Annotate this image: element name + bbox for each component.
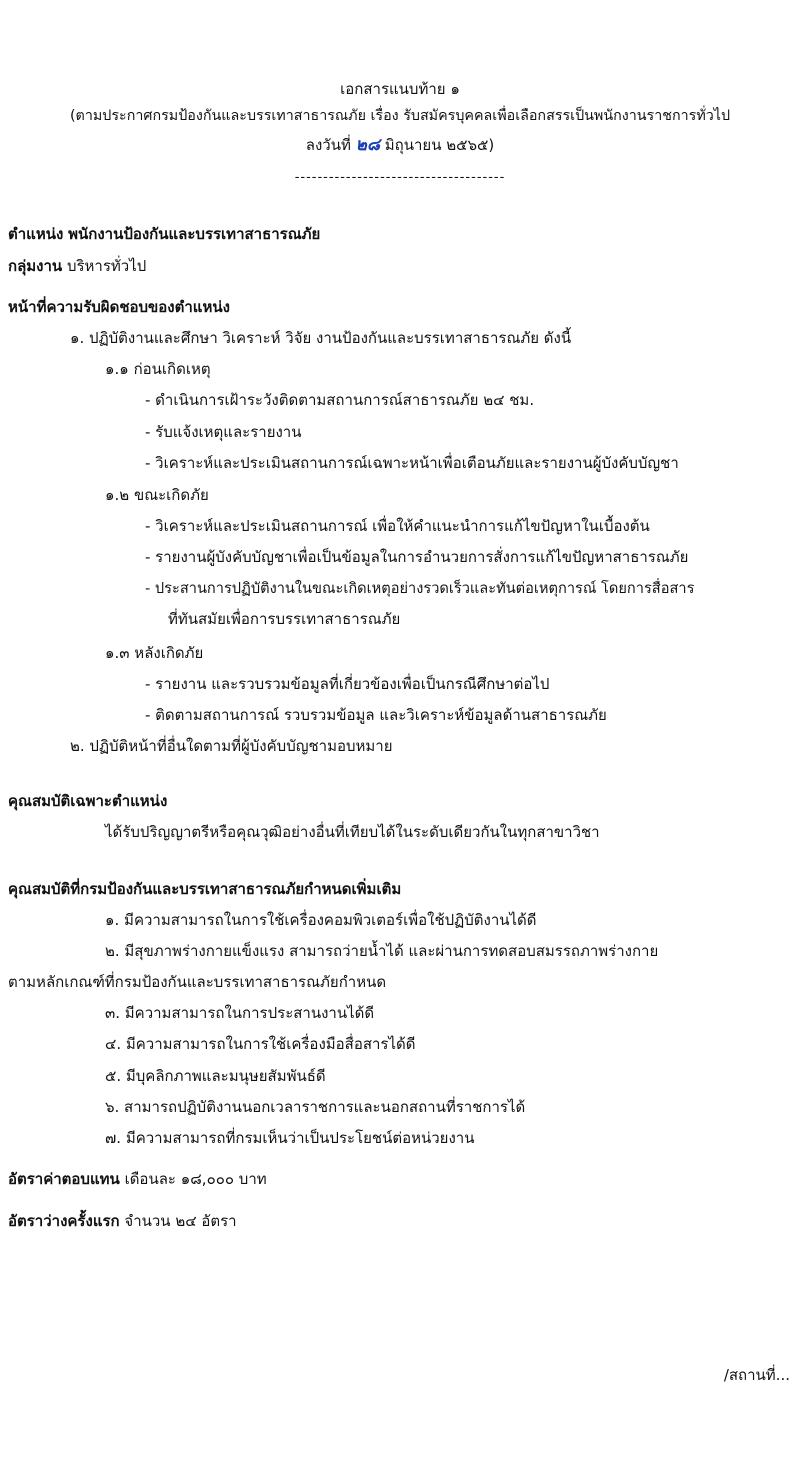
group-value: บริหารทั่วไป xyxy=(66,257,147,275)
compensation-label: อัตราค่าตอบแทน xyxy=(8,1170,120,1188)
duty-item-1: ๑. ปฏิบัติงานและศึกษา วิเคราะห์ วิจัย งานป้องกันและบรรเทาสาธารณภัย ดังนี้ xyxy=(70,329,572,347)
duty-subheading-during: ๑.๒ ขณะเกิดภัย xyxy=(105,486,209,504)
vacancy-value: จำนวน ๒๔ อัตรา xyxy=(124,1212,237,1230)
duty-item-2: ๒. ปฏิบัติหน้าที่อื่นใดตามที่ผู้บังคับบัญชามอบหมาย xyxy=(70,737,393,755)
additional-item-7: ๗. มีความสามารถที่กรมเห็นว่าเป็นประโยชน์ต่อหน่วยงาน xyxy=(105,1129,475,1147)
duty-before-item: - วิเคราะห์และประเมินสถานการณ์เฉพาะหน้าเพื่อเตือนภัยและรายงานผู้บังคับบัญชา xyxy=(145,454,679,472)
duty-after-item: - รายงาน และรวบรวมข้อมูลที่เกี่ยวข้องเพื่อเป็นกรณีศึกษาต่อไป xyxy=(145,675,550,693)
additional-item-2: ๒. มีสุขภาพร่างกายแข็งแรง สามารถว่ายน้ำได้ และผ่านการทดสอบสมรรถภาพร่างกาย xyxy=(105,942,659,960)
duty-during-item: - ประสานการปฏิบัติงานในขณะเกิดเหตุอย่างรวดเร็วและทันต่อเหตุการณ์ โดยการสื่อสาร xyxy=(145,580,695,597)
duty-subheading-before: ๑.๑ ก่อนเกิดเหตุ xyxy=(105,360,211,378)
duty-during-item: - รายงานผู้บังคับบัญชาเพื่อเป็นข้อมูลในการอำนวยการสั่งการแก้ไขปัญหาสาธารณภัย xyxy=(145,548,689,566)
compensation-value: เดือนละ ๑๘,๐๐๐ บาท xyxy=(124,1170,267,1188)
position-value: พนักงานป้องกันและบรรเทาสาธารณภัย xyxy=(68,225,321,243)
document-subtitle: (ตามประกาศกรมป้องกันและบรรเทาสาธารณภัย เรื่อง รับสมัครบุคคลเพื่อเลือกสรรเป็นพนักงานราชการทั่วไป xyxy=(69,108,731,124)
date-day-handwritten: ๒๘ xyxy=(355,135,380,155)
additional-item-1: ๑. มีความสามารถในการใช้เครื่องคอมพิวเตอร์เพื่อใช้ปฏิบัติงานได้ดี xyxy=(105,911,537,929)
additional-item-5: ๕. มีบุคลิกภาพและมนุษยสัมพันธ์ดี xyxy=(105,1067,326,1085)
duty-subheading-after: ๑.๓ หลังเกิดภัย xyxy=(105,644,204,662)
date-rest: มิถุนายน ๒๕๖๕) xyxy=(384,136,495,154)
duty-before-item: - รับแจ้งเหตุและรายงาน xyxy=(145,423,302,441)
vacancy-line xyxy=(8,1209,237,1233)
duty-during-item-continuation: ที่ทันสมัยเพื่อการบรรเทาสาธารณภัย xyxy=(168,610,401,628)
duties-heading: หน้าที่ความรับผิดชอบของตำแหน่ง xyxy=(8,298,230,316)
position-line xyxy=(8,222,320,246)
additional-item-6: ๖. สามารถปฏิบัติงานนอกเวลาราชการและนอกสถานที่ราชการได้ xyxy=(105,1098,526,1116)
compensation-line xyxy=(8,1167,267,1191)
page-continuation-marker: /สถานที่... xyxy=(723,1366,790,1384)
vacancy-label: อัตราว่างครั้งแรก xyxy=(8,1212,120,1230)
document-date-line xyxy=(0,133,800,157)
position-label: ตำแหน่ง xyxy=(8,225,64,243)
separator-line: ------------------------------------- xyxy=(294,170,506,185)
additional-item-4: ๔. มีความสามารถในการใช้เครื่องมือสื่อสารได้ดี xyxy=(105,1035,416,1053)
duty-during-item: - วิเคราะห์และประเมินสถานการณ์ เพื่อให้คำแนะนำการแก้ไขปัญหาในเบื้องต้น xyxy=(145,517,650,535)
additional-heading: คุณสมบัติที่กรมป้องกันและบรรเทาสาธารณภัยกำหนดเพิ่มเติม xyxy=(8,880,402,898)
document-title: เอกสารแนบท้าย ๑ xyxy=(340,80,460,98)
group-line xyxy=(8,254,146,278)
duty-after-item: - ติดตามสถานการณ์ รวบรวมข้อมูล และวิเคราะห์ข้อมูลด้านสาธารณภัย xyxy=(145,706,607,724)
duty-before-item: - ดำเนินการเฝ้าระวังติดตามสถานการณ์สาธารณภัย ๒๔ ชม. xyxy=(145,391,535,409)
qualification-text: ได้รับปริญญาตรีหรือคุณวุฒิอย่างอื่นที่เทียบได้ในระดับเดียวกันในทุกสาขาวิชา xyxy=(105,823,600,841)
qualification-heading: คุณสมบัติเฉพาะตำแหน่ง xyxy=(8,792,168,810)
group-label: กลุ่มงาน xyxy=(8,257,63,275)
date-prefix: ลงวันที่ xyxy=(305,136,351,154)
additional-item-3: ๓. มีความสามารถในการประสานงานได้ดี xyxy=(105,1004,375,1022)
additional-item-2-continuation: ตามหลักเกณฑ์ที่กรมป้องกันและบรรเทาสาธารณภัยกำหนด xyxy=(8,973,387,991)
